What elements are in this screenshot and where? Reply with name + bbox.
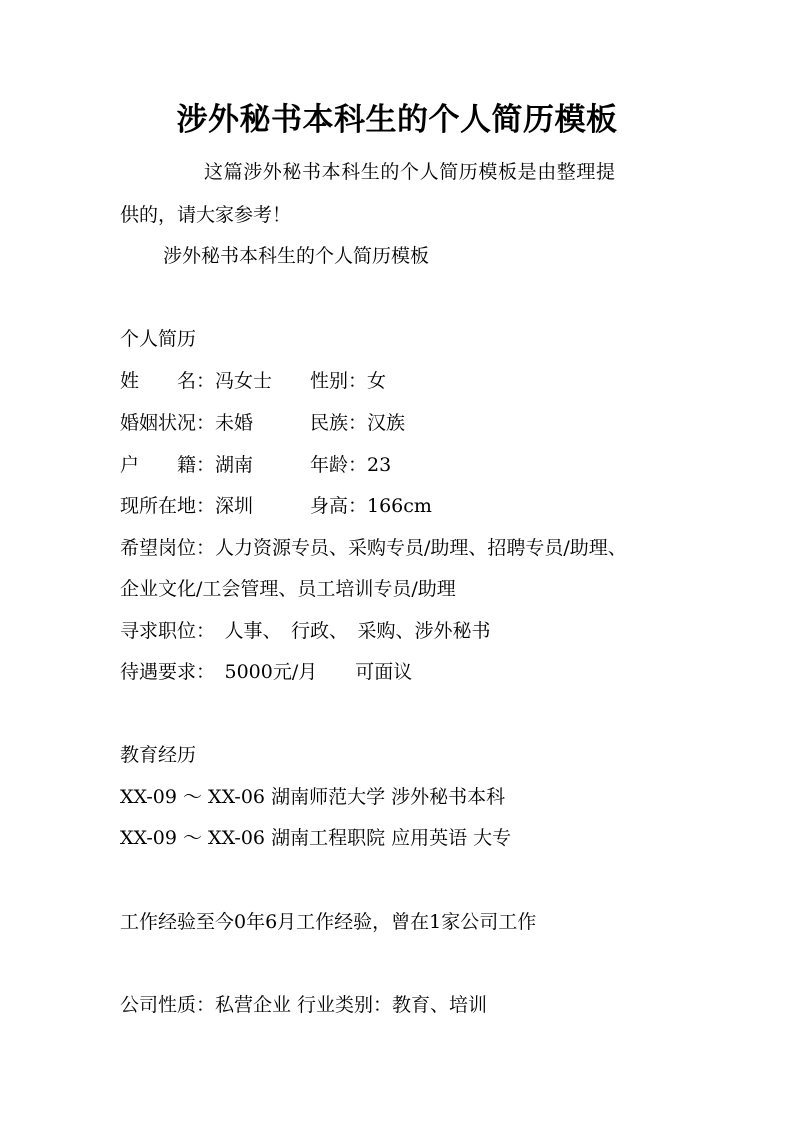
intro-line-1: 这篇涉外秘书本科生的个人简历模板是由整理提	[204, 161, 616, 183]
resume-location-height: 现所在地：深圳 身高：166cm	[120, 495, 432, 517]
education-entry: XX-09 ～ XX-06 湖南工程职院 应用英语 大专	[120, 827, 512, 849]
document-subtitle: 涉外秘书本科生的个人简历模板	[163, 245, 430, 267]
work-summary: 工作经验至今0年6月工作经验，曾在1家公司工作	[120, 911, 537, 933]
resume-name-gender: 姓 名：冯女士 性别：女	[120, 370, 387, 392]
resume-hometown-age: 户 籍：湖南 年龄：23	[120, 454, 392, 476]
document-title: 涉外秘书本科生的个人简历模板	[176, 102, 618, 138]
resume-desired-positions-cont: 企业文化/工会管理、员工培训专员/助理	[120, 578, 456, 600]
resume-desired-positions: 希望岗位：人力资源专员、采购专员/助理、招聘专员/助理、	[120, 537, 627, 559]
resume-marital-ethnicity: 婚姻状况：未婚 民族：汉族	[120, 412, 406, 434]
company-info: 公司性质：私营企业 行业类别：教育、培训	[120, 994, 488, 1016]
resume-salary: 待遇要求： 5000元/月 可面议	[120, 661, 413, 683]
resume-job-sought: 寻求职位： 人事、 行政、 采购、涉外秘书	[120, 620, 491, 642]
education-section-title: 教育经历	[120, 744, 197, 766]
education-entry: XX-09 ～ XX-06 湖南师范大学 涉外秘书本科	[120, 786, 506, 808]
resume-section-title: 个人简历	[120, 328, 197, 350]
intro-line-2: 供的，请大家参考！	[120, 204, 292, 226]
